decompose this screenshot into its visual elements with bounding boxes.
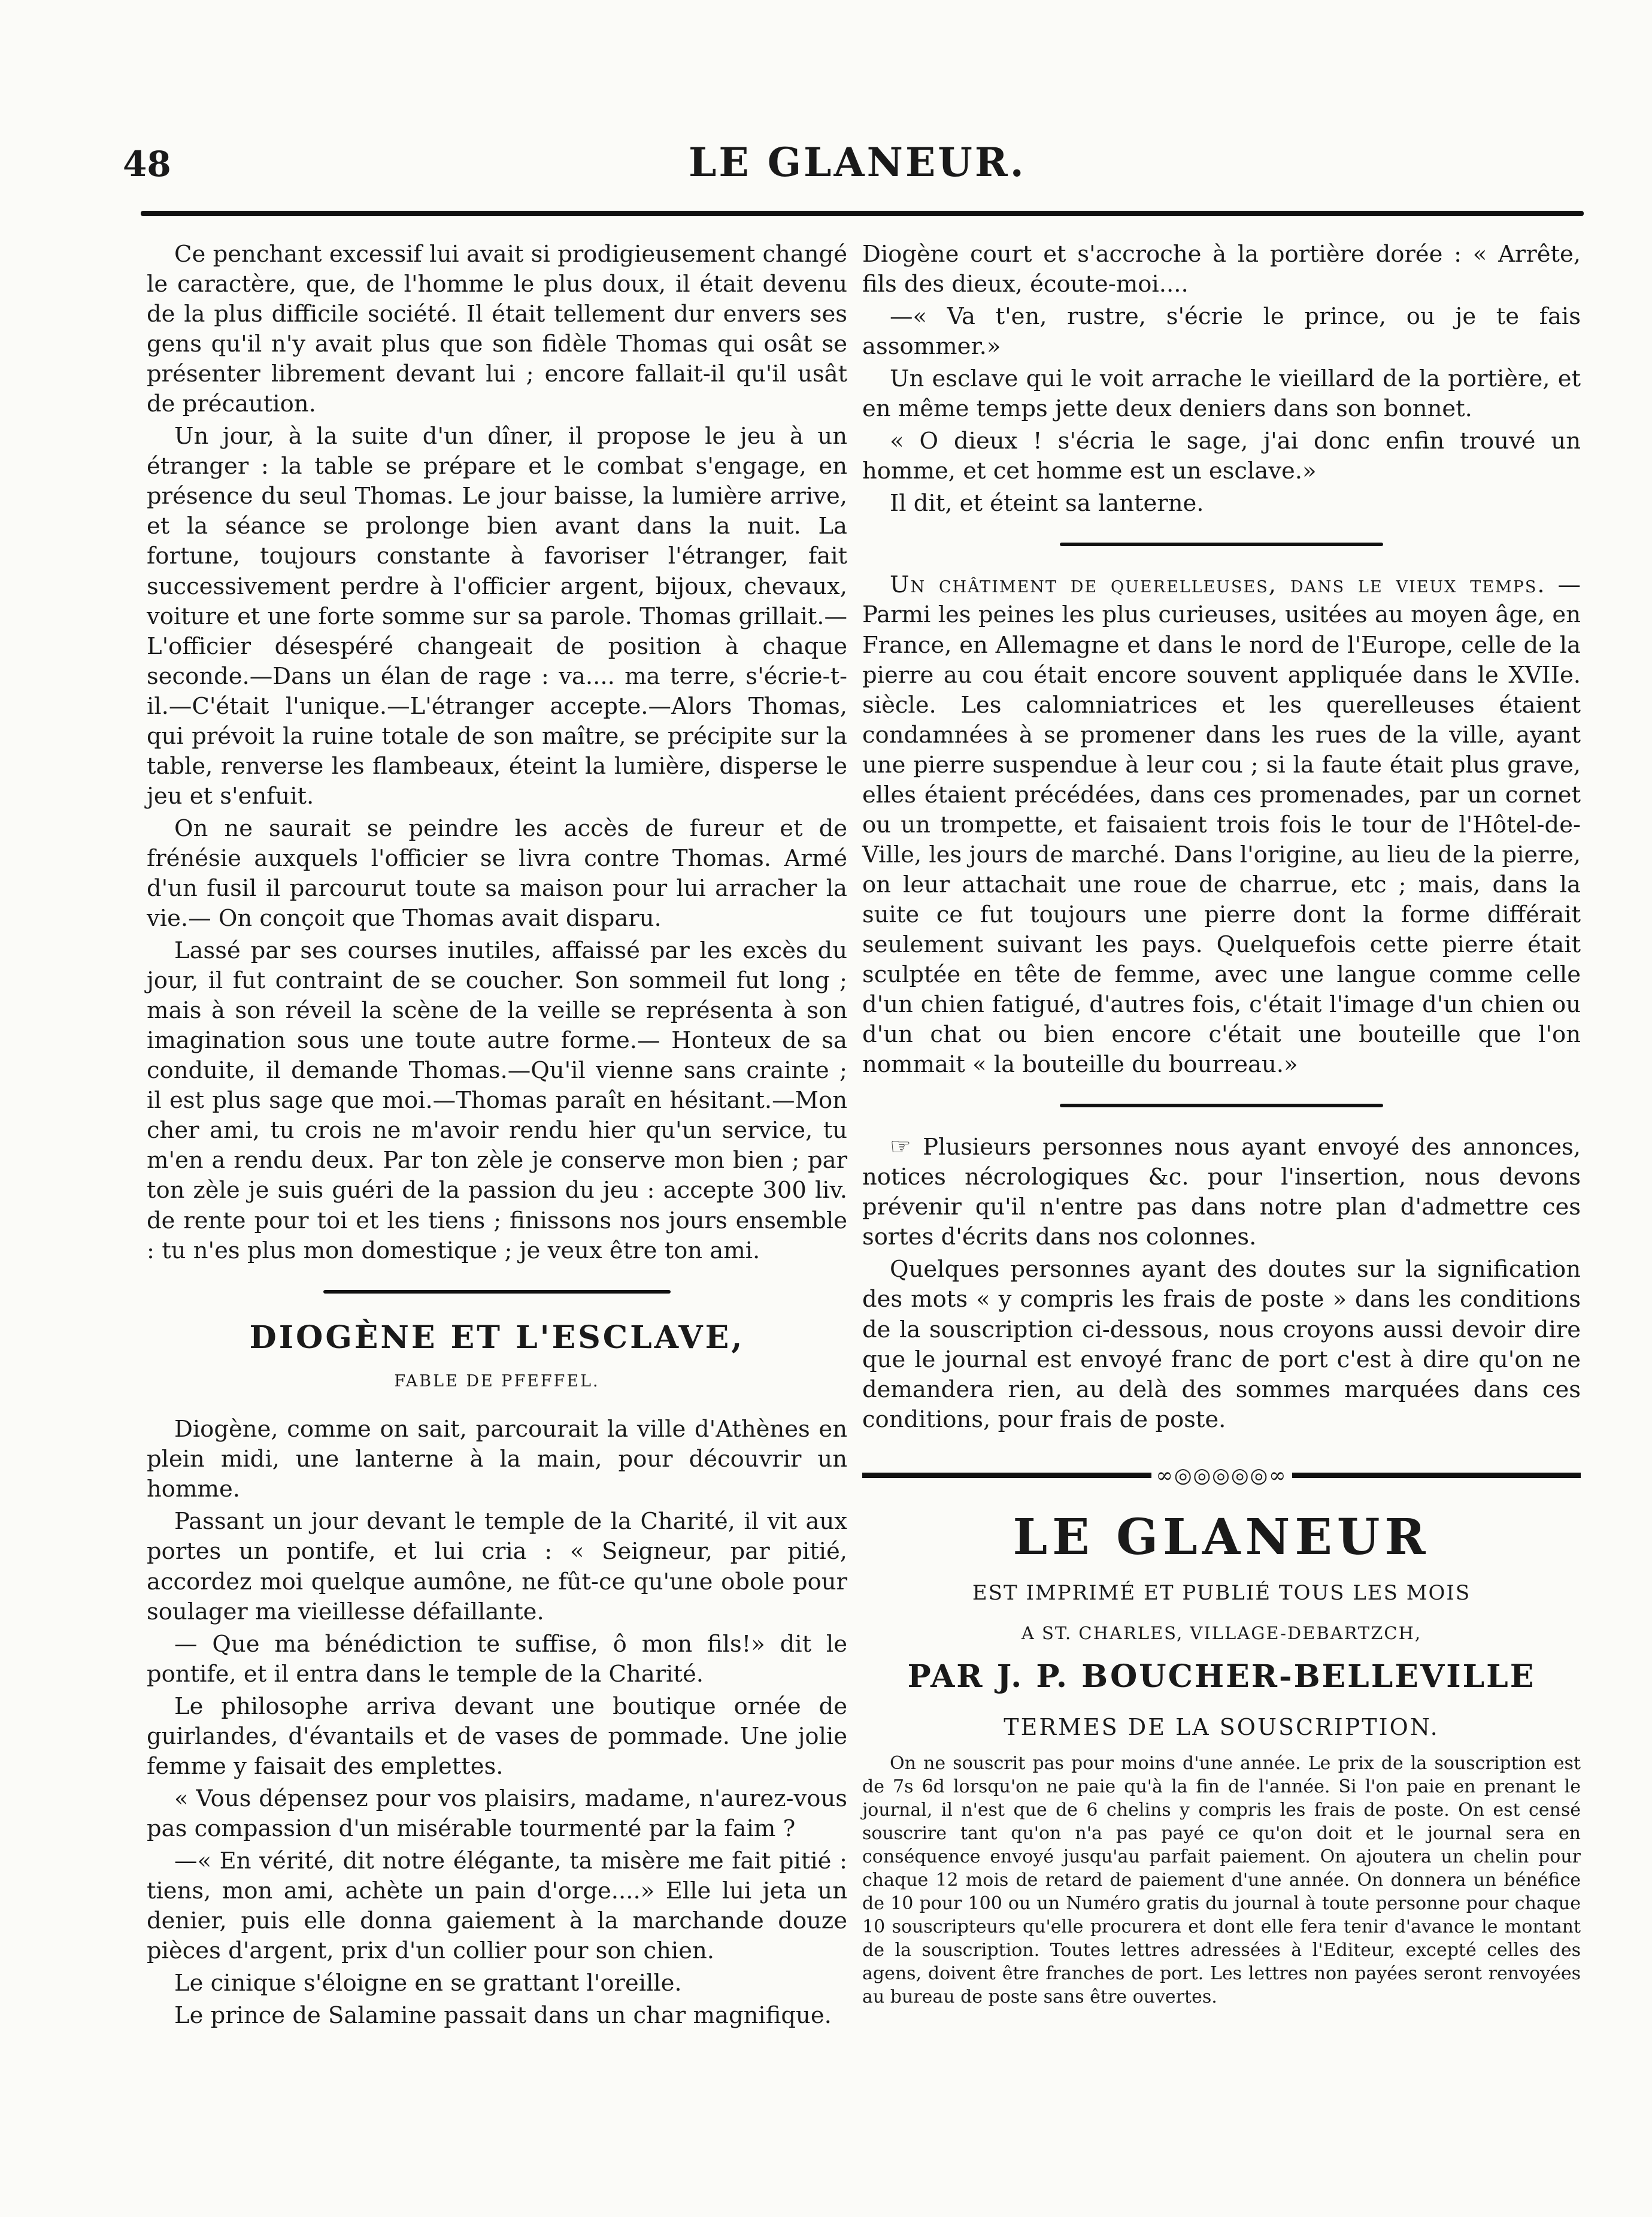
ornament-line [1292, 1473, 1581, 1478]
paragraph: Ce penchant excessif lui avait si prodigieusement changé le caractère, que, de l'homme le plus doux, il était devenu de la plus difficile société. Il était tellement dur envers ses gens qu'il n'y avait plus que son fidèle Thomas qui osât se présenter librement devant lui ; encore fallait-il qu'il usât de précaution. [147, 241, 847, 418]
fable-paragraph: — Que ma bénédiction te suffise, ô mon fils!» dit le pontife, et il entra dans le temple de la Charité. [147, 1630, 847, 1688]
pointing-hand-icon: ☞ [890, 1133, 911, 1161]
section-divider [1060, 543, 1383, 546]
fable-paragraph: Il dit, et éteint sa lanterne. [890, 490, 1204, 517]
notice-paragraph [862, 1131, 1581, 1252]
fable-paragraph: Le philosophe arriva devant une boutique ornée de guirlandes, d'évantails et de vases de pommade. Une jolie femme y faisait des emplettes. [147, 1692, 847, 1780]
section-divider [1060, 1104, 1383, 1107]
header-rule [141, 211, 1584, 216]
masthead-place: A ST. CHARLES, VILLAGE-DEBARTZCH, [1021, 1622, 1422, 1643]
masthead-ornament-rule [862, 1462, 1581, 1489]
fable-paragraph: —« Va t'en, rustre, s'écrie le prince, ou je te fais assommer.» [862, 303, 1581, 361]
fable-paragraph: Passant un jour devant le temple de la Charité, il vit aux portes un pontife, et lui cria : « Seigneur, par pitié, accordez moi quelque aumône, ne fût-ce qu'une obole pour soulager ma vieillesse défaillante. [147, 1508, 847, 1625]
left-column [147, 240, 847, 2033]
notice-text: Plusieurs personnes nous ayant envoyé des annonces, notices nécrologiques &c. pour l'insertion, nous devons prévenir qu'il n'entre pas dans notre plan d'admettre ces sortes d'écrits dans nos colonnes. [862, 1134, 1581, 1251]
paragraph: On ne saurait se peindre les accès de fureur et de frénésie auxquels l'officier se livra contre Thomas. Armé d'un fusil il parcourut toute sa maison pour lui arracher la vie.— On conçoit que Thomas avait disparu. [147, 814, 847, 932]
fable-paragraph: « Vous dépensez pour vos plaisirs, madame, n'aurez-vous pas compassion d'un misérable tourmenté par la faim ? [147, 1785, 847, 1842]
masthead-printer: PAR J. P. BOUCHER-BELLEVILLE [907, 1658, 1536, 1695]
paragraph: Un jour, à la suite d'un dîner, il propose le jeu à un étranger : la table se prépare et le combat s'engage, en présence du seul Thomas. Le jour baisse, la lumière arrive, et la séance se prolonge bien avant dans la nuit. La fortune, toujours constante à favoriser l'étranger, fait successivement perdre à l'officier argent, bijoux, chevaux, voiture et une forte somme sur sa parole. Thomas grillait.— L'officier désespéré changeait de position à chaque seconde.—Dans un élan de rage : va.... ma terre, s'écrie-t-il.—C'était l'unique.—L'étranger accepte.—Alors Thomas, qui prévoit la ruine totale de son maître, se précipite sur la table, renverse les flambeaux, éteint la lumière, disperse le jeu et s'enfuit. [147, 423, 847, 810]
fable-paragraph: Un esclave qui le voit arrache le vieillard de la portière, et en même temps jette deux deniers dans son bonnet. [862, 365, 1581, 423]
ornament-dots: ∞◎◎◎◎◎∞ [1156, 1463, 1287, 1488]
fable-title: DIOGÈNE ET L'ESCLAVE, [249, 1319, 745, 1356]
fable-paragraph: Le cinique s'éloigne en se grattant l'oreille. [174, 1970, 682, 1997]
page-number: 48 [123, 144, 171, 184]
terms-title: TERMES DE LA SOUSCRIPTION. [1004, 1713, 1439, 1740]
chatiment-lead: Un châtiment de querelleuses, dans le vieux temps. [890, 571, 1546, 599]
chatiment-article [862, 570, 1581, 1080]
chatiment-body: — Parmi les peines les plus curieuses, usitées au moyen âge, en France, en Allemagne et dans le nord de l'Europe, celle de la pierre au cou était encore souvent appliquée dans le XVIIe. siècle. Les calomniatrices et les querelleuses étaient condamnées à se promener dans les rues de la ville, ayant une pierre suspendue à leur cou ; si la faute était plus grave, elles étaient précédées, dans ces promenades, par un cornet ou un trompette, et faisaient trois fois le tour de l'Hôtel-de-Ville, les jours de marché. Dans l'origine, au lieu de la pierre, on leur attachait une roue de charrue, etc ; mais, dans la suite ce fut toujours une pierre dont la forme différait seulement suivant les pays. Quelquefois cette pierre était sculptée en tête de femme, avec une langue comme celle d'un chien fatigué, d'autres fois, c'était l'image d'un chien ou d'un chat ou bien encore c'était une bouteille que l'on nommait « la bouteille du bourreau.» [862, 571, 1581, 1079]
fable-paragraph: Diogène court et s'accroche à la portière dorée : « Arrête, fils des dieux, écoute-moi.... [862, 241, 1581, 298]
masthead-subtitle: EST IMPRIMÉ ET PUBLIÉ TOUS LES MOIS [972, 1581, 1471, 1606]
ornament-line [862, 1473, 1151, 1478]
paragraph: Lassé par ses courses inutiles, affaissé par les excès du jour, il fut contraint de se coucher. Son sommeil fut long ; mais à son réveil la scène de la veille se représenta à son imagination sous une toute autre forme.— Honteux de sa conduite, il demande Thomas.—Qu'il vienne sans crainte ; il est plus sage que moi.—Thomas paraît en hésitant.—Mon cher ami, tu crois ne m'avoir rendu hier qu'un service, tu m'en a rendu deux. Par ton zèle je conserve mon bien ; par ton zèle je suis guéri de la passion du jeu : accepte 300 liv. de rente pour toi et les tiens ; finissons nos jours ensemble : tu n'es plus mon domestique ; je veux être ton ami. [147, 937, 847, 1264]
fable-paragraph: « O dieux ! s'écria le sage, j'ai donc enfin trouvé un homme, et cet homme est un esclave.» [862, 428, 1581, 485]
fable-paragraph: Diogène, comme on sait, parcourait la ville d'Athènes en plein midi, une lanterne à la main, pour découvrir un homme. [147, 1416, 847, 1503]
fable-paragraph: Le prince de Salamine passait dans un char magnifique. [174, 2002, 832, 2030]
right-column [862, 240, 1581, 2011]
fable-author: FABLE DE PFEFFEL. [394, 1372, 600, 1391]
notice-paragraph: Quelques personnes ayant des doutes sur la signification des mots « y compris les frais de poste » dans les conditions de la souscription ci-dessous, nous croyons aussi devoir dire que le journal est envoyé franc de port c'est à dire qu'on ne demandera rien, au delà des sommes marquées dans ces conditions, pour frais de poste. [862, 1256, 1581, 1433]
section-divider [323, 1290, 671, 1294]
running-title: LE GLANEUR. [689, 139, 1026, 186]
masthead-title: LE GLANEUR [1013, 1508, 1430, 1566]
fable-paragraph: —« En vérité, dit notre élégante, ta misère me fait pitié : tiens, mon ami, achète un pain d'orge....» Elle lui jeta un denier, puis elle donna gaiement à la marchande douze pièces d'argent, prix d'un collier pour son chien. [147, 1847, 847, 1965]
terms-body: On ne souscrit pas pour moins d'une année. Le prix de la souscription est de 7s 6d lorsqu'on ne paie qu'à la fin de l'année. Si l'on paie en prenant le journal, il n'est que de 6 chelins y compris les frais de poste. On est censé souscrire tant qu'on n'a pas payé ce qu'on doit et le journal sera en conséquence envoyé jusqu'au parfait paiement. On ajoutera un chelin pour chaque 12 mois de retard de paiement d'une année. On donnera un bénéfice de 10 pour 100 ou un Numéro gratis du journal à toute personne pour chaque 10 souscripteurs qu'elle procurera et dont elle fera tenir d'avance le montant de la souscription. Toutes lettres adressées à l'Editeur, excepté celles des agens, doivent être franches de port. Les lettres non payées seront renvoyées au bureau de poste sans être ouvertes. [862, 1753, 1581, 2008]
